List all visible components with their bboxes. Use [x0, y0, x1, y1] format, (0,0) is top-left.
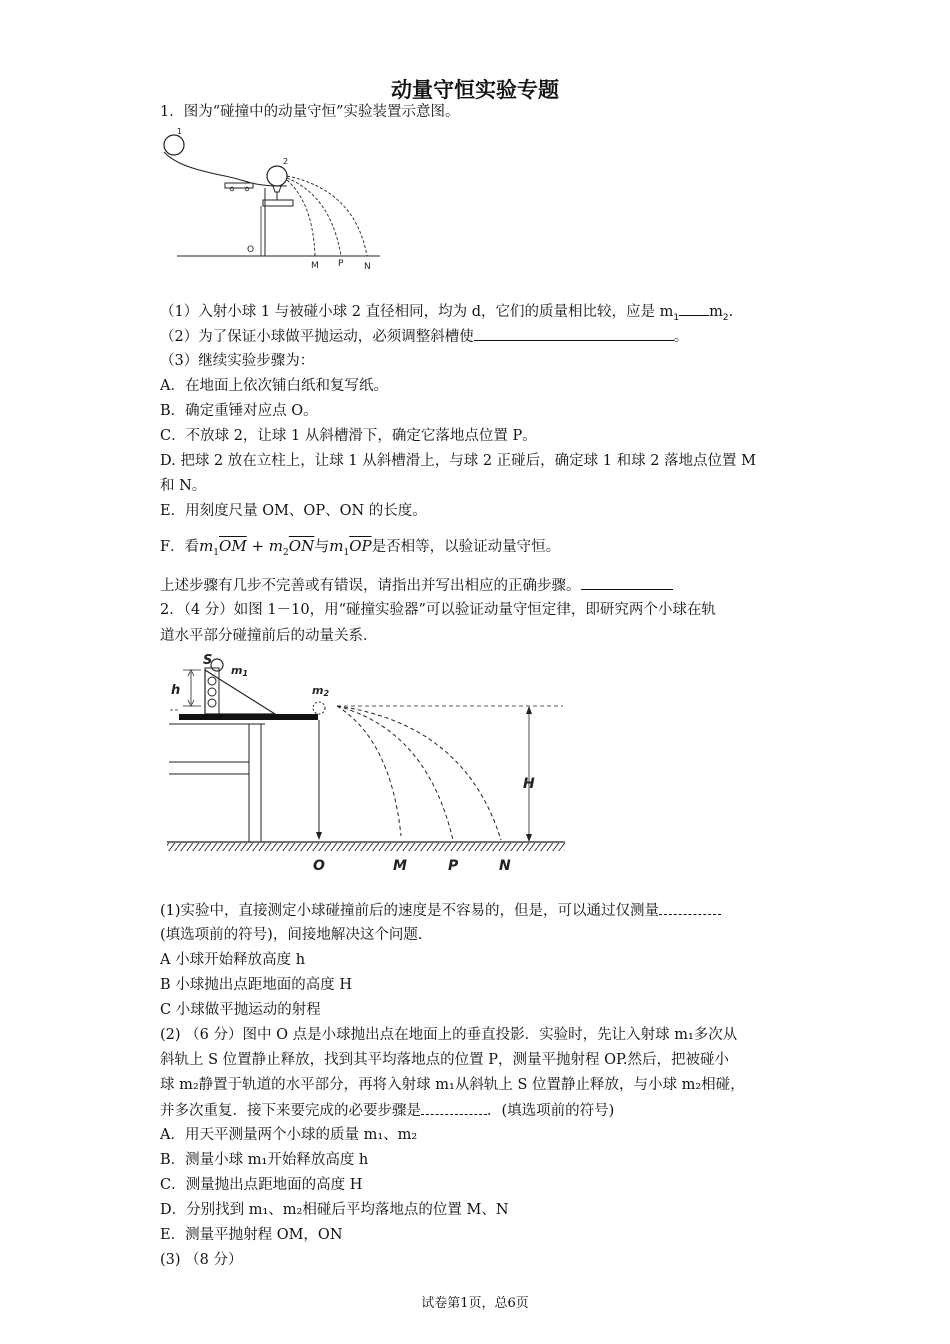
label-m1: m1	[231, 664, 249, 678]
ball-2-holder	[273, 186, 281, 192]
q2-step-d: D．分别找到 m₁、m₂相碰后平均落地点的位置 M、N	[160, 1202, 509, 1218]
q2-intro-line2: 道水平部分碰撞前后的动量关系．	[160, 628, 378, 644]
q2-part2-line4: 并多次重复．接下来要完成的必要步骤是 ．(填选项前的符号)	[160, 1100, 614, 1121]
q2-part1-line2: (填选项前的符号)，间接地解决这个问题.	[160, 927, 423, 943]
label-o: O	[313, 858, 325, 874]
q2-option-a: A 小球开始释放高度 h	[160, 952, 306, 968]
label-p: P	[338, 259, 344, 269]
q1-option-e: E．用刻度尺量 OM、OP、ON 的长度。	[160, 503, 427, 519]
label-n: N	[499, 858, 511, 874]
label-m: M	[393, 858, 407, 874]
answer-blank-4[interactable]	[659, 900, 721, 915]
ball-m2	[313, 702, 325, 714]
label-m: M	[311, 261, 319, 271]
label-h: h	[171, 683, 181, 698]
track	[179, 714, 318, 720]
ball-1	[164, 135, 184, 155]
q1-step-1: （1）入射小球 1 与被碰小球 2 直径相同，均为 d，它们的质量相比较，应是 $m_1$ $m_2$.	[160, 301, 733, 328]
q2-step-a: A．用天平测量两个小球的质量 m₁、m₂	[160, 1127, 418, 1143]
answer-blank-5[interactable]	[421, 1100, 487, 1115]
q1-step-2: （2）为了保证小球做平抛运动，必须调整斜槽使 。	[160, 326, 688, 347]
q2-step-b: B．测量小球 m₁开始释放高度 h	[160, 1152, 369, 1168]
trajectory-m	[337, 706, 401, 836]
q2-part1-line1: (1)实验中，直接测定小球碰撞前后的速度是不容易的，但是，可以通过仅测量	[160, 900, 721, 921]
label-m2: m2	[312, 684, 330, 698]
figure-1-apparatus	[155, 128, 395, 276]
q2-intro-line1: 2．（4 分）如图 1－10，用“碰撞实验器”可以验证动量守恒定律，即研究两个小球在轨	[160, 602, 716, 618]
q2-part2-line2: 斜轨上 S 位置静止释放，找到其平均落地点的位置 P，测量平抛射程 OP.然后，把被碰小	[160, 1052, 729, 1068]
q2-part2-line3: 球 m₂静置于轨道的水平部分，再将入射球 m₁从斜轨上 S 位置静止释放，与小球 m₂相碰，	[160, 1077, 745, 1093]
ball-2	[267, 166, 287, 186]
label-s: S	[203, 653, 213, 668]
trajectory-n	[337, 706, 501, 840]
label-n: N	[364, 262, 371, 272]
launch-cart	[225, 183, 253, 188]
trajectory-p	[337, 706, 453, 840]
answer-blank-1[interactable]	[679, 301, 709, 316]
q2-option-c: C 小球做平抛运动的射程	[160, 1002, 321, 1018]
stand-bracket	[263, 200, 293, 206]
answer-blank-3[interactable]	[581, 575, 673, 590]
formula: $m_1\overline{OM} + m_2\overline{ON}$与$m_1\overline{OP}$	[199, 537, 372, 558]
trajectory-n	[287, 176, 367, 256]
q2-step-e: E．测量平抛射程 OM，ON	[160, 1227, 343, 1243]
figure-2-apparatus	[165, 648, 570, 876]
q1-option-b: B．确定重锤对应点 O。	[160, 403, 318, 419]
label-ball-1: 1	[177, 128, 183, 136]
label-o: O	[247, 245, 255, 255]
q1-step-3: （3）继续实验步骤为：	[160, 353, 315, 369]
q1-question-g: 上述步骤有几步不完善或有错误，请指出并写出相应的正确步骤。	[160, 575, 673, 596]
answer-blank-2[interactable]	[474, 326, 674, 341]
q1-option-c: C．不放球 2，让球 1 从斜槽滑下，确定它落地点位置 P。	[160, 428, 537, 444]
label-H: H	[523, 776, 535, 792]
q1-intro: 1．图为“碰撞中的动量守恒”实验装置示意图。	[160, 104, 460, 120]
q1-option-d-line2: 和 N。	[160, 478, 207, 494]
q2-step-c: C．测量抛出点距地面的高度 H	[160, 1177, 363, 1193]
q1-option-f: F．看$m_1\overline{OM} + m_2\overline{ON}$与$m_1\overline{OP}$是否相等，以验证动量守恒。	[160, 537, 561, 558]
q2-part3: (3) （8 分）	[160, 1252, 243, 1268]
page-footer: 试卷第1页，总6页	[421, 1296, 529, 1311]
q2-option-b: B 小球抛出点距地面的高度 H	[160, 977, 353, 993]
label-p: P	[448, 858, 459, 874]
q1-option-a: A．在地面上依次铺白纸和复写纸。	[160, 378, 388, 394]
q1-option-d-line1: D. 把球 2 放在立柱上，让球 1 从斜槽滑上，与球 2 正碰后，确定球 1 和球 2 落地点位置 M	[160, 453, 756, 469]
page-title: 动量守恒实验专题	[391, 78, 559, 102]
ball-m1	[211, 659, 223, 671]
label-ball-2: 2	[283, 157, 289, 166]
trajectory-m	[287, 180, 315, 256]
q2-part2-line1: (2) （6 分）图中 O 点是小球抛出点在地面上的垂直投影．实验时，先让入射球 m₁多次从	[160, 1027, 738, 1043]
